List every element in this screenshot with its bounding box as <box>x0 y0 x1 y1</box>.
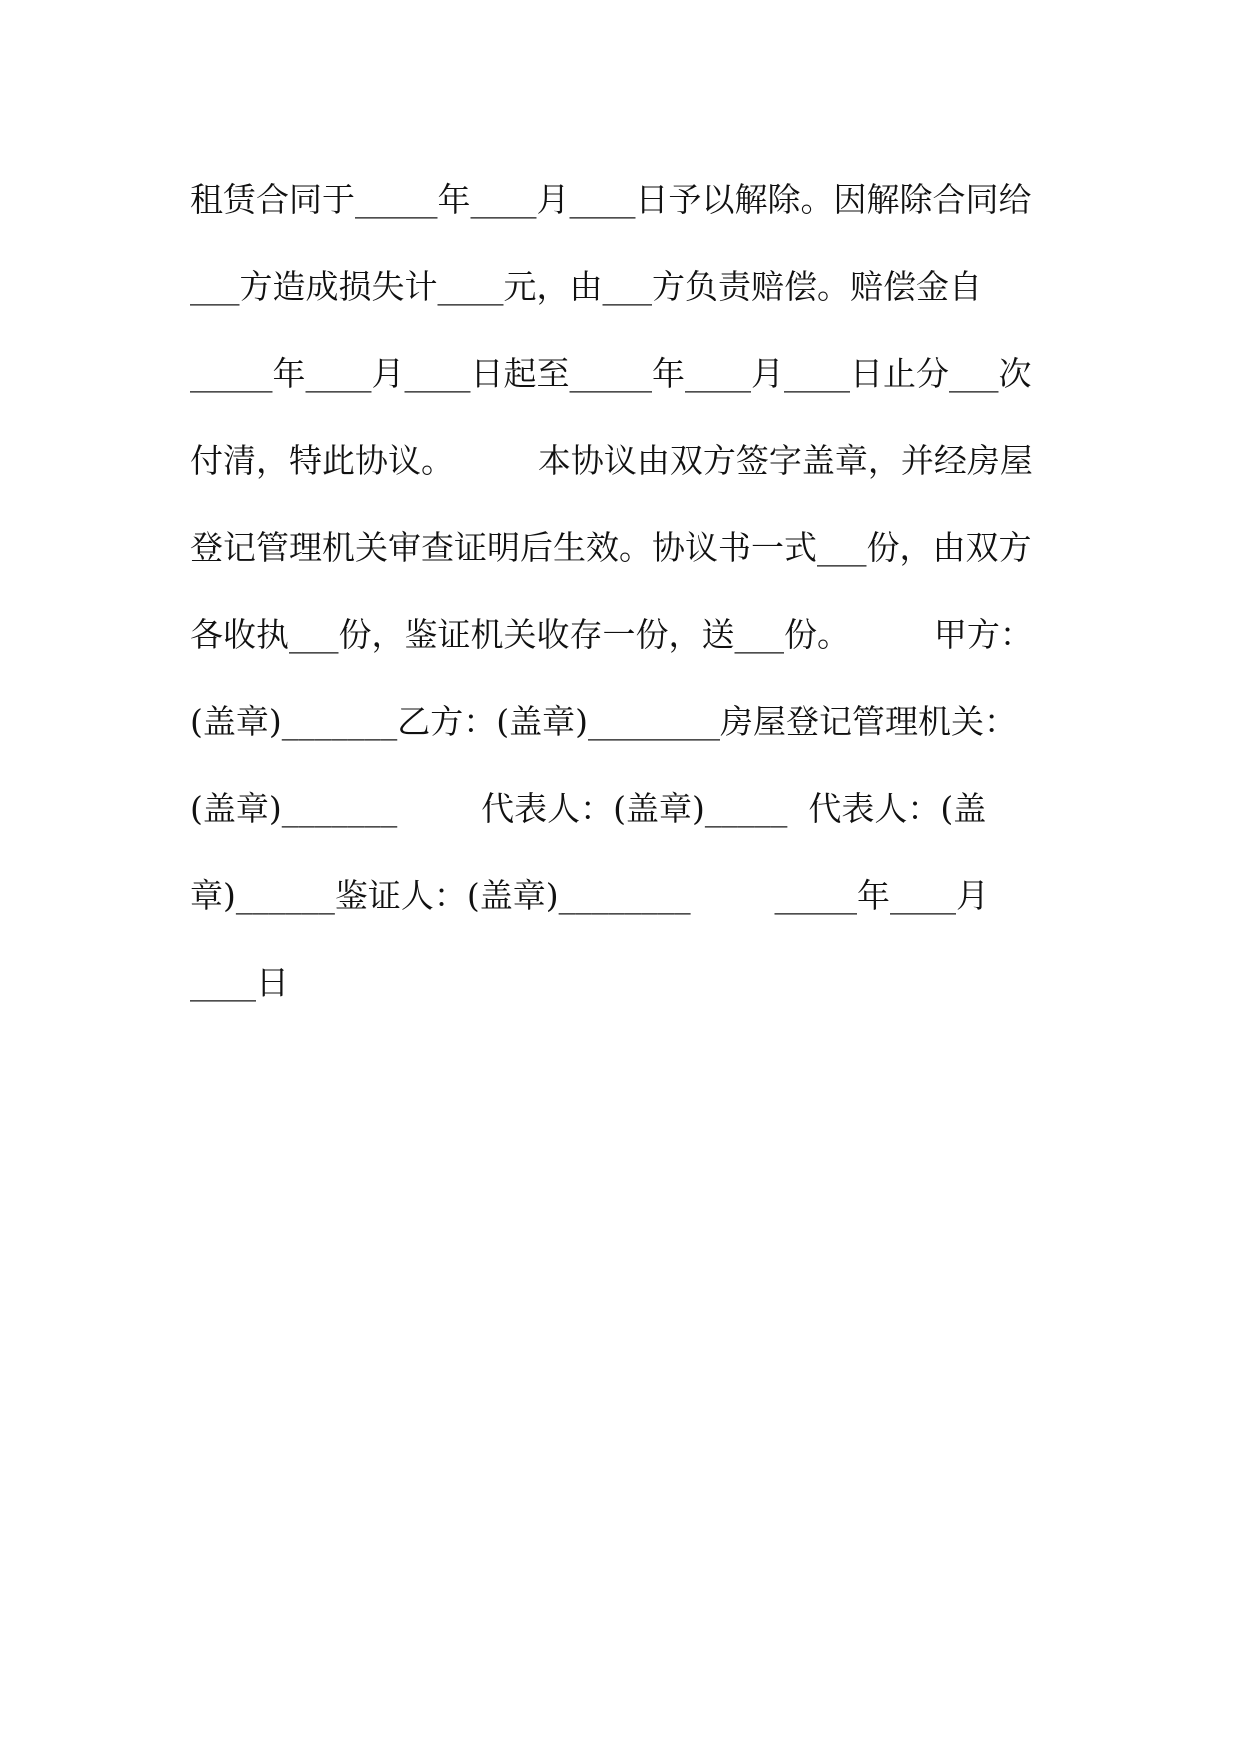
text-line: (盖章)_______ 代表人：(盖章)_____ 代表人：(盖 <box>190 789 987 828</box>
text-line: _____年____月____日起至_____年____月____日止分___次 <box>190 354 1032 393</box>
text-line: 各收执___份，鉴证机关收存一份，送___份。 甲方： <box>190 615 1033 654</box>
text-line: 章)______鉴证人：(盖章)________ _____年____月 <box>190 876 990 915</box>
text-line: (盖章)_______乙方：(盖章)________房屋登记管理机关： <box>190 702 1017 741</box>
text-line: ___方造成损失计____元，由___方负责赔偿。赔偿金自 <box>190 267 982 306</box>
text-line: ____日 <box>190 963 289 1002</box>
text-line: 付清，特此协议。 本协议由双方签字盖章，并经房屋 <box>190 441 1033 480</box>
text-line: 登记管理机关审查证明后生效。协议书一式___份，由双方 <box>190 528 1032 567</box>
text-line: 租赁合同于_____年____月____日予以解除。因解除合同给 <box>190 180 1032 219</box>
